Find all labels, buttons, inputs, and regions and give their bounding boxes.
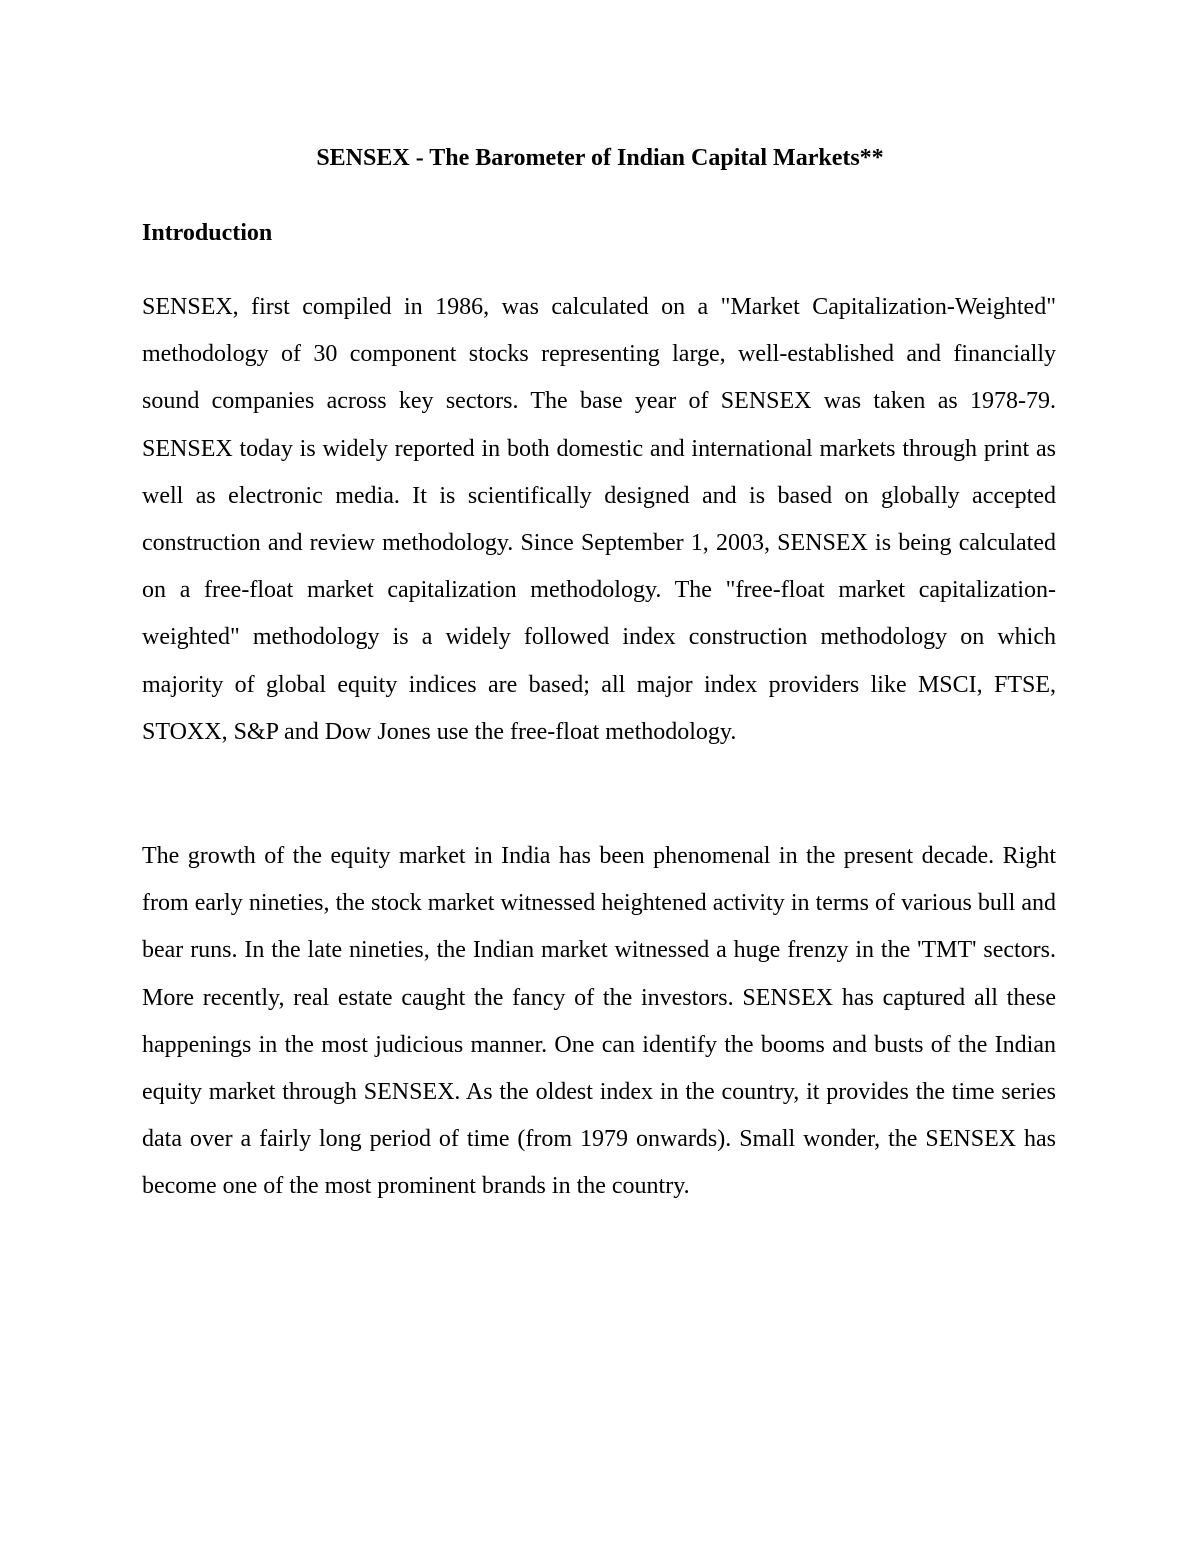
section-heading-introduction: Introduction [142, 220, 273, 246]
paragraph-sensex-overview: SENSEX, first compiled in 1986, was calculated on a "Market Capitalization-Weighted" methodology of 30 component stocks representing large, well-established and financially sound companies across key sectors. The base year of SENSEX was taken as 1978-79. SENSEX today is widely reported in both domestic and international markets through print as well as electronic media. It is scientifically designed and is based on globally accepted construction and review methodology. Since September 1, 2003, SENSEX is being calculated on a free-float market capitalization methodology. The "free-float market capitalization-weighted" methodology is a widely followed index construction methodology on which majority of global equity indices are based; all major index providers like MSCI, FTSE, STOXX, S&P and Dow Jones use the free-float methodology. [142, 294, 1056, 745]
document-title: SENSEX - The Barometer of Indian Capital Markets** [316, 145, 884, 171]
paragraph-equity-market-growth: The growth of the equity market in India has been phenomenal in the present decade. Right from early nineties, the stock market witnessed heightened activity in terms of various bull and bear runs. In the late nineties, the Indian market witnessed a huge frenzy in the 'TMT' sectors. More recently, real estate caught the fancy of the investors. SENSEX has captured all these happenings in the most judicious manner. One can identify the booms and busts of the Indian equity market through SENSEX. As the oldest index in the country, it provides the time series data over a fairly long period of time (from 1979 onwards). Small wonder, the SENSEX has become one of the most prominent brands in the country. [142, 843, 1056, 1200]
